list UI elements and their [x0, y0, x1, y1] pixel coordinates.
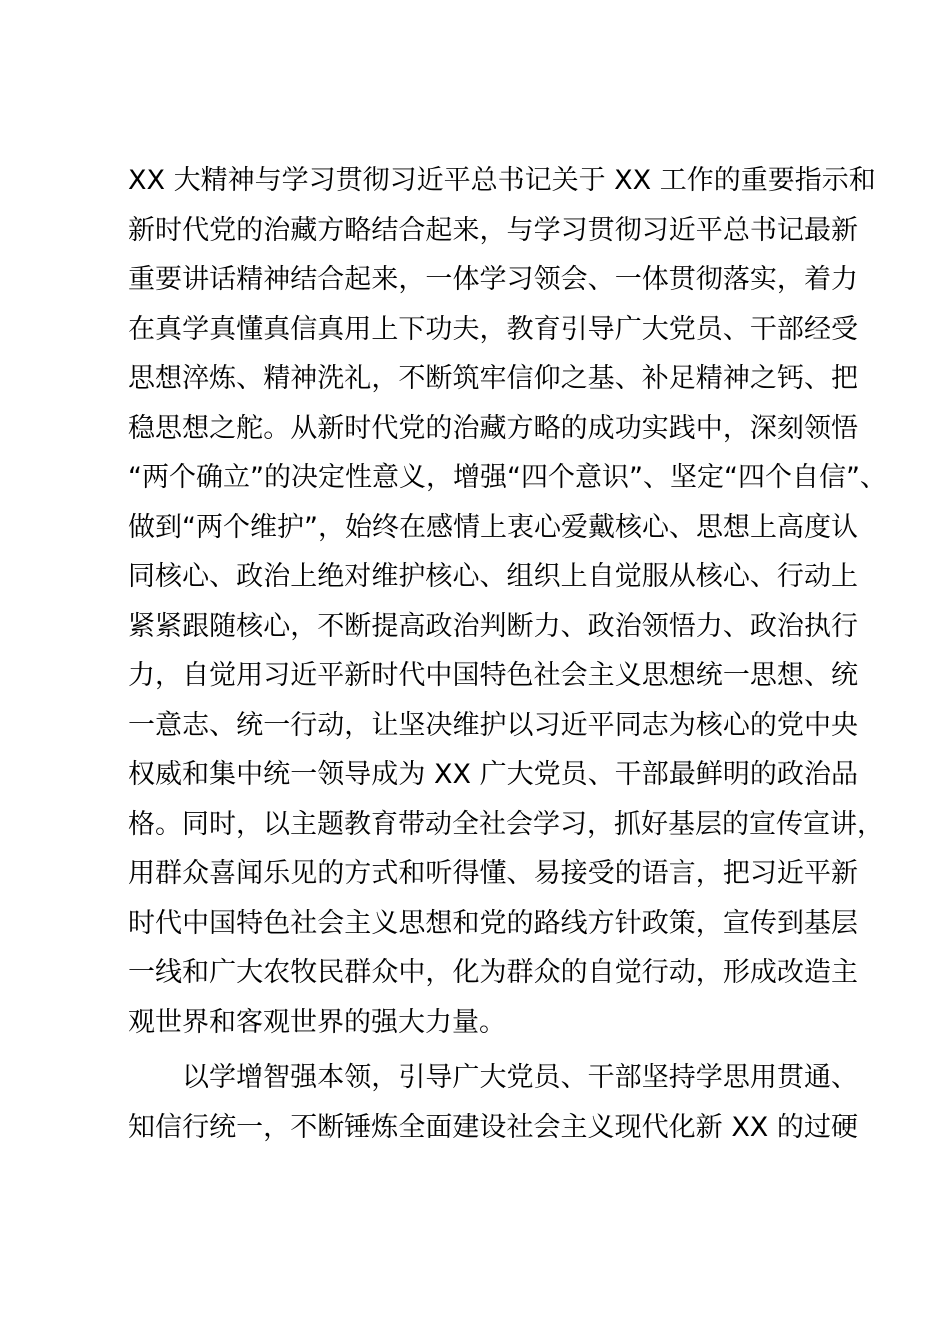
text-line: 时代中国特色社会主义思想和党的路线方针政策，宣传到基层 — [128, 907, 858, 939]
text-line: 观世界和客观世界的强大力量。 — [128, 1006, 506, 1038]
text-line: 思想淬炼、精神洗礼，不断筑牢信仰之基、补足精神之钙、把 — [128, 363, 858, 394]
text-line: 紧紧跟随核心，不断提高政治判断力、政治领悟力、政治执行 — [128, 610, 858, 642]
text-line: 做到“两个维护”，始终在感情上衷心爱戴核心、思想上高度认 — [128, 511, 858, 543]
text-line: 一线和广大农牧民群众中，化为群众的自觉行动，形成改造主 — [128, 957, 858, 988]
text-line: 以学增智强本领，引导广大党员、干部坚持学思用贯通、 — [182, 1062, 858, 1093]
text-line: 同核心、政治上绝对维护核心、组织上自觉服从核心、行动上 — [128, 561, 858, 592]
text-line: 新时代党的治藏方略结合起来，与学习贯彻习近平总书记最新 — [128, 214, 858, 246]
text-line: 重要讲话精神结合起来，一体学习领会、一体贯彻落实，着力 — [128, 264, 858, 295]
text-line: 在真学真懂真信真用上下功夫，教育引导广大党员、干部经受 — [128, 313, 858, 345]
text-line: 稳思想之舵。从新时代党的治藏方略的成功实践中，深刻领悟 — [128, 412, 858, 444]
text-line: 力，自觉用习近平新时代中国特色社会主义思想统一思想、统 — [128, 660, 858, 691]
text-line: XX 大精神与学习贯彻习近平总书记关于 XX 工作的重要指示和 — [128, 165, 876, 196]
text-line: 知信行统一，不断锤炼全面建设社会主义现代化新 XX 的过硬 — [128, 1111, 858, 1143]
document-body — [128, 156, 887, 1152]
text-line: 一意志、统一行动，让坚决维护以习近平同志为核心的党中央 — [128, 709, 858, 741]
text-line: 用群众喜闻乐见的方式和听得懂、易接受的语言，把习近平新 — [128, 858, 858, 889]
text-line: 权威和集中统一领导成为 XX 广大党员、干部最鲜明的政治品 — [128, 759, 858, 790]
text-line: 格。同时，以主题教育带动全社会学习，抓好基层的宣传宣讲， — [128, 808, 884, 840]
paragraph-1 — [128, 156, 887, 1047]
paragraph-2 — [128, 1053, 858, 1152]
text-line: “两个确立”的决定性意义，增强“四个意识”、坚定“四个自信”、 — [128, 462, 887, 493]
